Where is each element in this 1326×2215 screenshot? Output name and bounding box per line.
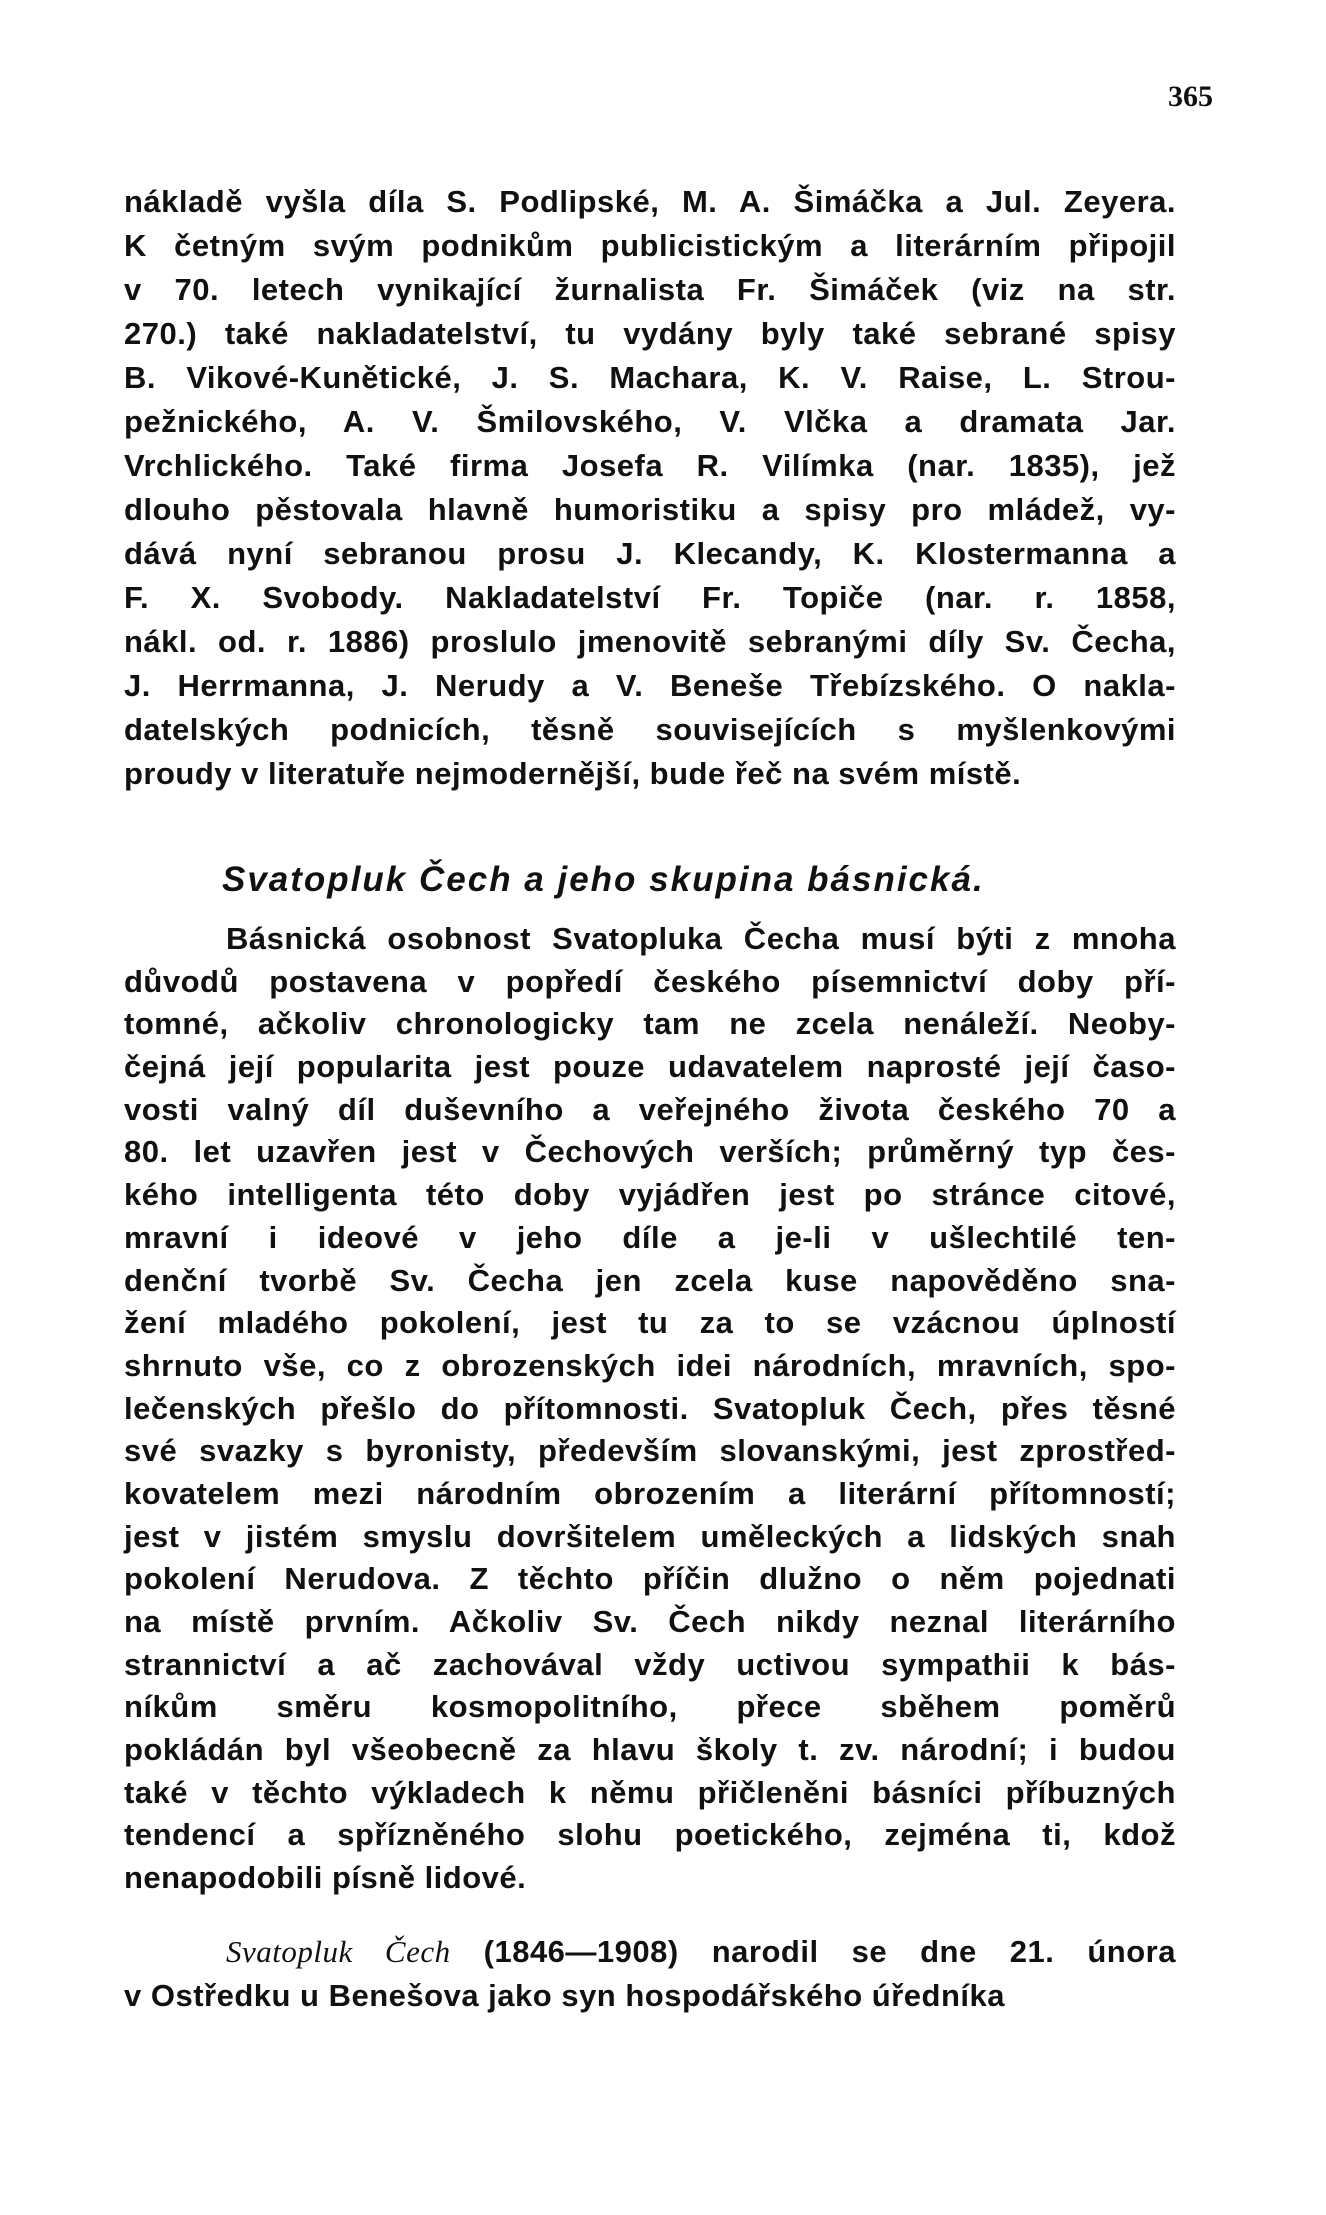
intro-line: K četným svým podnikům publicistickým a literárním připojil bbox=[124, 228, 1176, 263]
body-line: 80. let uzavřen jest v Čechových verších; průměrný typ čes- bbox=[124, 1134, 1176, 1170]
body-line: žení mladého pokolení, jest tu za to se vzácnou úplností bbox=[124, 1305, 1176, 1341]
closing-line-2: v Ostředku u Benešova jako syn hospodářského úředníka bbox=[124, 1978, 1005, 2013]
body-line: mravní i ideové v jeho díle a je-li v ušlechtilé ten- bbox=[124, 1219, 1176, 1255]
intro-line: nákl. od. r. 1886) proslulo jmenovitě sebranými díly Sv. Čecha, bbox=[124, 624, 1176, 659]
body-line: níkům směru kosmopolitního, přece sběhem poměrů bbox=[124, 1689, 1176, 1725]
body-line: nenapodobili písně lidové. bbox=[124, 1860, 527, 1896]
body-line: také v těchto výkladech k němu přičleněni básníci příbuzných bbox=[124, 1774, 1176, 1810]
body-line: pokolení Nerudova. Z těchto příčin dlužno o něm pojednati bbox=[124, 1561, 1176, 1597]
intro-line: 270.) také nakladatelství, tu vydány byly také sebrané spisy bbox=[124, 316, 1176, 351]
author-name: Svatopluk Čech bbox=[226, 1934, 451, 1969]
body-line: lečenských přešlo do přítomnosti. Svatopluk Čech, přes těsné bbox=[124, 1390, 1176, 1426]
closing-line-1 bbox=[124, 1930, 1176, 1974]
intro-line: dlouho pěstovala hlavně humoristiku a spisy pro mládež, vy- bbox=[124, 492, 1176, 527]
body-line: Básnická osobnost Svatopluka Čecha musí býti z mnoha bbox=[226, 921, 1176, 956]
closing-paragraph bbox=[124, 1930, 1176, 2018]
body-line: vosti valný díl duševního a veřejného života českého 70 a bbox=[124, 1091, 1176, 1127]
body-line: strannictví a ač zachovával vždy uctivou sympathii k bás- bbox=[124, 1646, 1176, 1682]
intro-line: J. Herrmanna, J. Nerudy a V. Beneše Třebízského. O nakla- bbox=[124, 668, 1176, 703]
page-number: 365 bbox=[1168, 80, 1213, 113]
body-line: čejná její popularita jest pouze udavatelem naprosté její časo- bbox=[124, 1049, 1176, 1085]
body-line: kého intelligenta této doby vyjádřen jest po stránce citové, bbox=[124, 1177, 1176, 1213]
body-line: tomné, ačkoliv chronologicky tam ne zcela nenáleží. Neoby- bbox=[124, 1006, 1176, 1042]
body-line: shrnuto vše, co z obrozenských idei národních, mravních, spo- bbox=[124, 1347, 1176, 1383]
body-line: pokládán byl všeobecně za hlavu školy t. zv. národní; i budou bbox=[124, 1732, 1176, 1768]
body-line: důvodů postavena v popředí českého písemnictví doby pří- bbox=[124, 963, 1176, 999]
intro-line: datelských podnicích, těsně souvisejících s myšlenkovými bbox=[124, 712, 1176, 747]
body-line: na místě prvním. Ačkoliv Sv. Čech nikdy neznal literárního bbox=[124, 1604, 1176, 1639]
body-line: své svazky s byronisty, především slovanskými, jest zprostřed- bbox=[124, 1433, 1176, 1469]
intro-line: Vrchlického. Také firma Josefa R. Vilímka (nar. 1835), jež bbox=[124, 448, 1176, 483]
intro-line: dává nyní sebranou prosu J. Klecandy, K. Klostermanna a bbox=[124, 536, 1176, 571]
closing-line-1-rest: (1846—1908) narodil se dne 21. února bbox=[450, 1934, 1176, 1969]
intro-line: proudy v literatuře nejmodernější, bude řeč na svém místě. bbox=[124, 756, 1022, 791]
body-line: tendencí a spřízněného slohu poetického, zejména ti, kdož bbox=[124, 1817, 1176, 1853]
intro-line: B. Vikové-Kunětické, J. S. Machara, K. V. Raise, L. Strou- bbox=[124, 360, 1176, 395]
body-line: denční tvorbě Sv. Čecha jen zcela kuse napověděno sna- bbox=[124, 1262, 1176, 1298]
intro-paragraph bbox=[124, 180, 1176, 796]
body-line: jest v jistém smyslu dovršitelem uměleckých a lidských snah bbox=[124, 1518, 1176, 1554]
intro-line: nákladě vyšla díla S. Podlipské, M. A. Šimáčka a Jul. Zeyera. bbox=[124, 184, 1176, 219]
intro-line: v 70. letech vynikající žurnalista Fr. Šimáček (viz na str. bbox=[124, 272, 1176, 307]
intro-line: F. X. Svobody. Nakladatelství Fr. Topiče (nar. r. 1858, bbox=[124, 580, 1176, 615]
intro-line: pežnického, A. V. Šmilovského, V. Vlčka a dramata Jar. bbox=[124, 404, 1176, 439]
section-heading: Svatopluk Čech a jeho skupina básnická. bbox=[222, 860, 985, 899]
body-paragraph bbox=[124, 918, 1176, 1900]
body-line: kovatelem mezi národním obrozením a literární přítomností; bbox=[124, 1475, 1176, 1511]
